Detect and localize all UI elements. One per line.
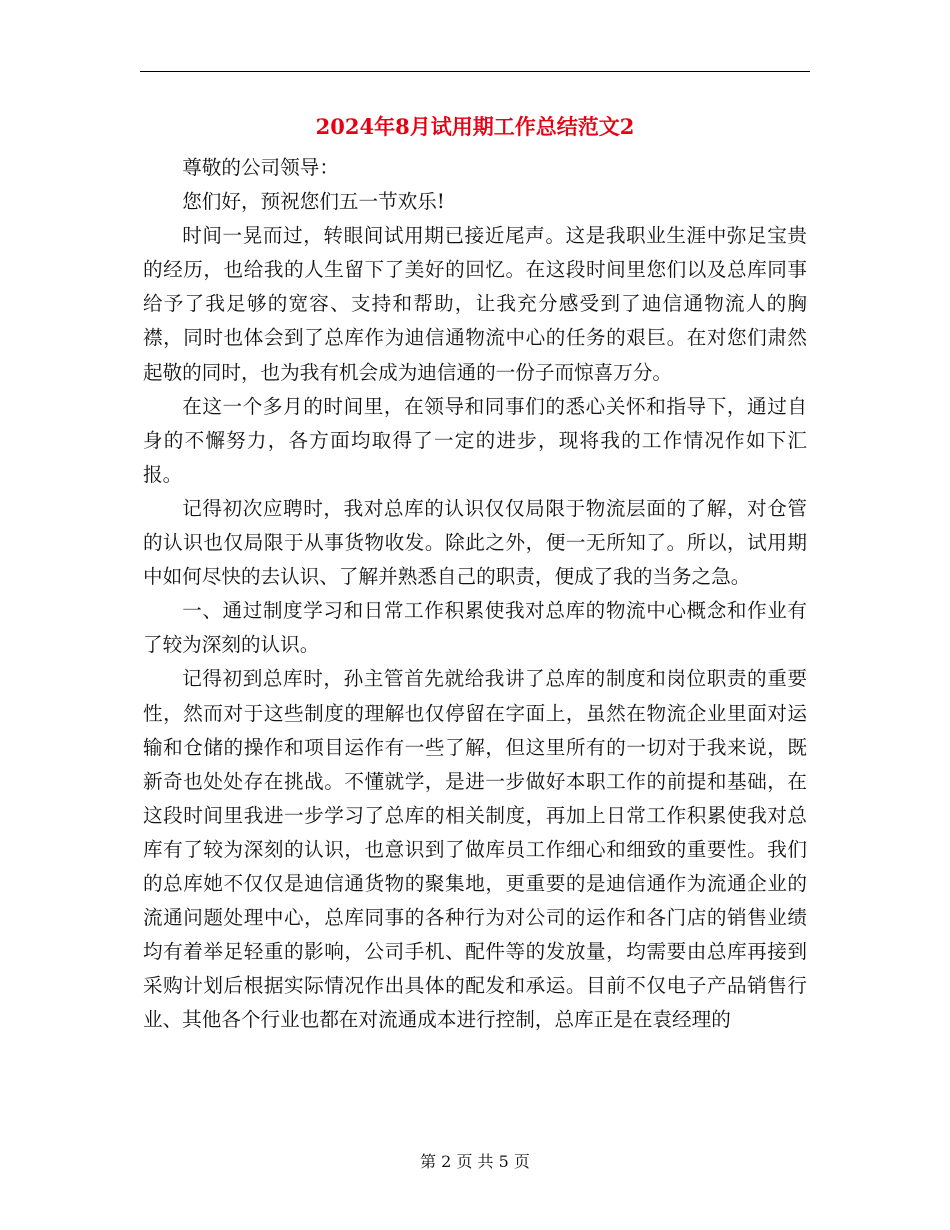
document-title: 2024年8月试用期工作总结范文2 <box>315 114 635 139</box>
body-paragraph: 记得初到总库时，孙主管首先就给我讲了总库的制度和岗位职责的重要性，然而对于这些制度的理解也仅停留在字面上，虽然在物流企业里面对运输和仓储的操作和项目运作有一些了解，但这里所有的一切对于我来说，既新奇也处处存在挑战。不懂就学，是进一步做好本职工作的前提和基础，在这段时间里我进一步学习了总库的相关制度，再加上日常工作积累使我对总库有了较为深刻的认识，也意识到了做库员工作细心和细致的重要性。我们的总库她不仅仅是迪信通货物的聚集地，更重要的是迪信通作为流通企业的流通问题处理中心，总库同事的各种行为对公司的运作和各门店的销售业绩均有着举足轻重的影响，公司手机、配件等的发放量，均需要由总库再接到采购计划后根据实际情况作出具体的配发和承运。目前不仅电子产品销售行业、其他各个行业也都在对流通成本进行控制，总库正是在袁经理的 <box>143 667 807 1032</box>
header-rule <box>140 71 810 72</box>
body-paragraph: 时间一晃而过，转眼间试用期已接近尾声。这是我职业生涯中弥足宝贵的经历，也给我的人生留下了美好的回忆。在这段时间里您们以及总库同事给予了我足够的宽容、支持和帮助，让我充分感受到了迪信通物流人的胸襟，同时也体会到了总库作为迪信通物流中心的任务的艰巨。在对您们肃然起敬的同时，也为我有机会成为迪信通的一份子而惊喜万分。 <box>143 224 807 384</box>
section-heading: 一、通过制度学习和日常工作积累使我对总库的物流中心概念和作业有了较为深刻的认识。 <box>143 599 807 657</box>
greeting: 您们好，预祝您们五一节欢乐! <box>182 190 445 214</box>
document-body <box>143 151 807 1037</box>
body-paragraph: 记得初次应聘时，我对总库的认识仅仅局限于物流层面的了解，对仓管的认识也仅局限于从事货物收发。除此之外，便一无所知了。所以，试用期中如何尽快的去认识、了解并熟悉自己的职责，便成了我的当务之急。 <box>143 496 807 589</box>
page-number: 第 2 页 共 5 页 <box>420 1152 530 1171</box>
body-paragraph: 在这一个多月的时间里，在领导和同事们的悉心关怀和指导下，通过自身的不懈努力，各方面均取得了一定的进步，现将我的工作情况作如下汇报。 <box>143 394 807 486</box>
salutation: 尊敬的公司领导： <box>182 156 339 179</box>
